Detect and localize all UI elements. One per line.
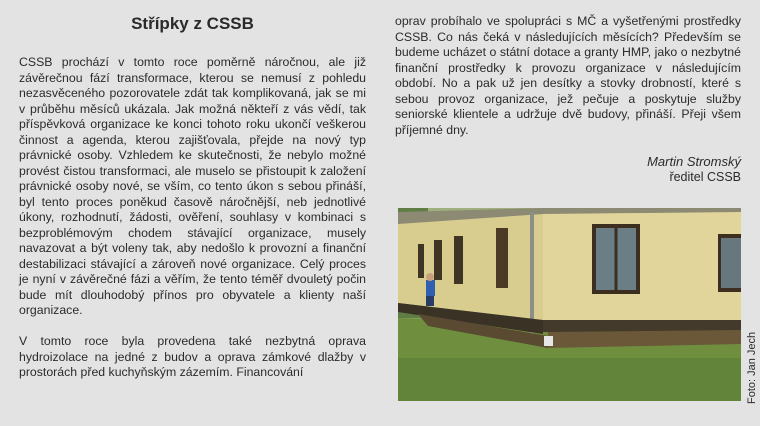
- article-paragraph-2: V tomto roce byla provedena také nezbytná oprava hydroizolace na jedné z budov a oprava zámkové dlažby v prostorách před kuchyňským zázemím. Financování: [19, 334, 366, 379]
- article-paragraph-1: CSSB prochází v tomto roce poměrně náročnou, ale již závěrečnou fází transformace, kterou se nemusí z pohledu nezasvěceného pozorovatele zdát tak komplikovaná, jak se mi v průběhu měsíců ukázala. Jak možná někteří z vás vědí, tak příspěvková organizace ke konci tohoto roku ukončí veškerou činnost a agenda, kterou zajišťovala, přejde na nový typ právnické osoby. Vzhledem ke skutečnosti, že nebylo možné provést čistou transformaci, ale muselo se přistoupit k založení právnické osoby nové, se vším, co tento úkon s sebou přináší, byl tento proces poněkud časově náročnější, neb jednotlivé úkony, rozhodnutí, žádosti, ověření, souhlasy v kombinaci s bezproblémovým chodem stávající organizace, musely navazovat a být voleny tak, aby nedošlo k provozní a finanční destabilizaci stávající a zároveň nové organizace. Celý proces je nyní v závěrečné fázi a věřím, že tento téměř dvouletý počin bude mít dlouhodobý přínos pro obyvatele a klienty naší organizace.: [19, 55, 366, 317]
- photo-illustration: [398, 208, 741, 401]
- building-repair-photo: [398, 208, 741, 401]
- article-title: Střípky z CSSB: [131, 14, 254, 33]
- right-column: [395, 14, 741, 185]
- signature-role: ředitel CSSB: [669, 170, 741, 184]
- article-continuation: oprav probíhalo ve spolupráci s MČ a vyšetřenými prostředky CSSB. Co nás čeká v následujících měsících? Především se budeme ucházet o státní dotace a granty HMP, jako o nezbytné finanční prostředky k provozu organizace v následujícím období. No a pak už jen desítky a stovky drobností, které s sebou provoz organizace, jež pečuje a poskytuje služby seniorské klientele a udržuje dvě budovy, přináší. Přeji všem příjemné dny.: [395, 14, 741, 137]
- signature-name: Martin Stromský: [647, 154, 741, 169]
- left-column: [19, 14, 366, 381]
- photo-credit: Foto: Jan Jech: [746, 331, 758, 404]
- signature: [395, 154, 741, 185]
